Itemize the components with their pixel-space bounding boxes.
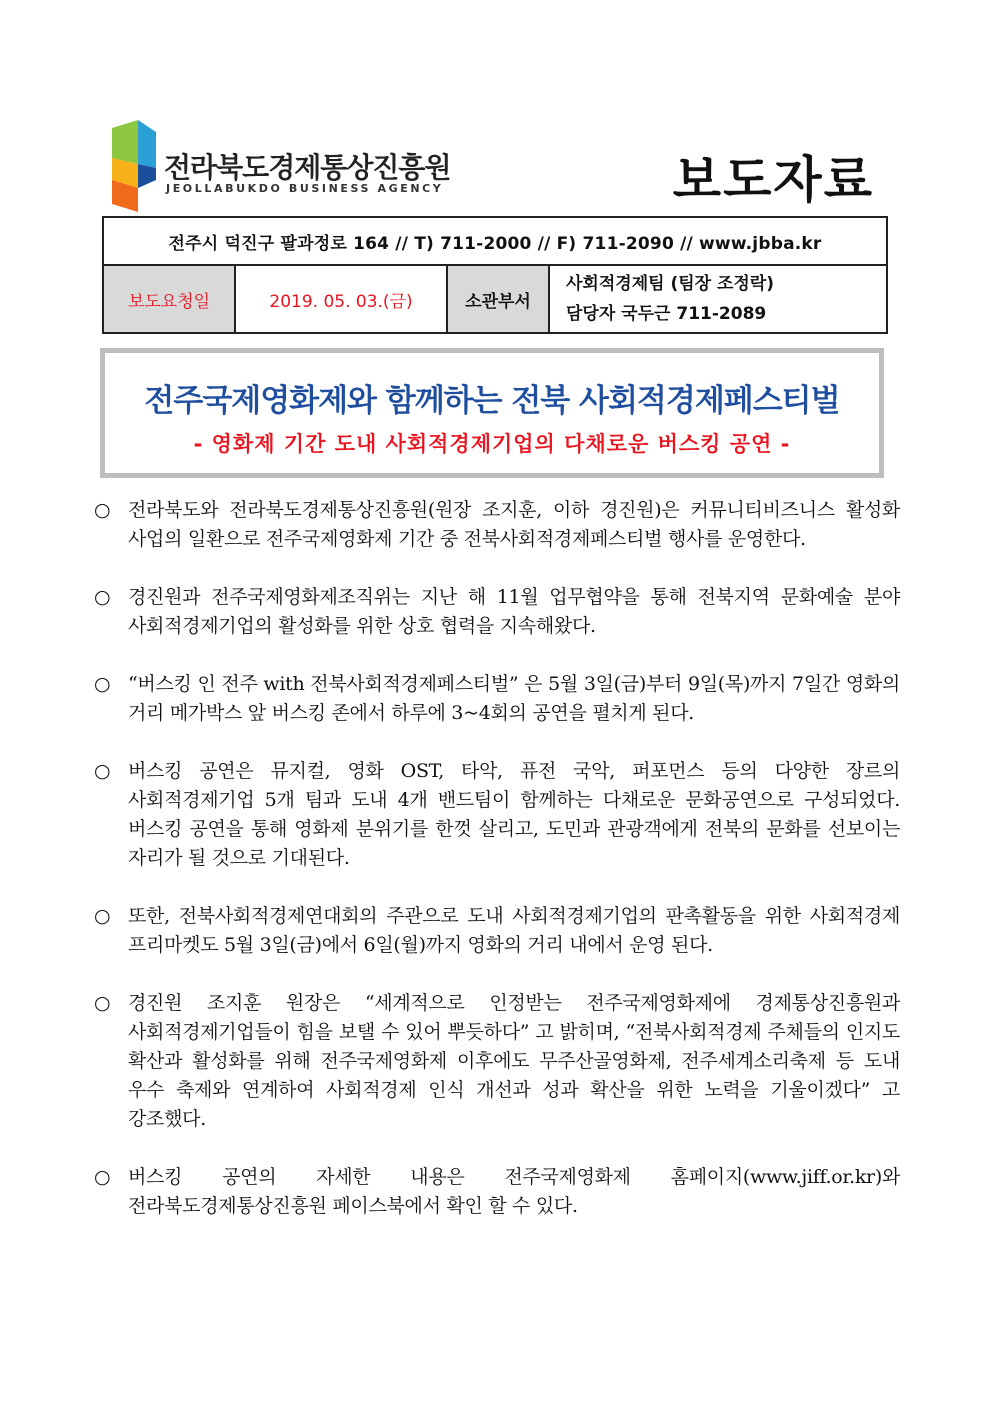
request-date-label: 보도요청일	[103, 265, 235, 333]
bullet-circle-icon: ○	[94, 992, 111, 1014]
paragraph-text: 전라북도와 전라북도경제통상진흥원(원장 조지훈, 이하 경진원)은 커뮤니티비즈니스 활성화 사업의 일환으로 전주국제영화제 기간 중 전북사회적경제페스티벌 행사를 운영한다.	[128, 499, 900, 550]
paragraph-text: 경진원과 전주국제영화제조직위는 지난 해 11월 업무협약을 통해 전북지역 문화예술 분야 사회적경제기업의 활성화를 위한 상호 협력을 지속해왔다.	[128, 586, 900, 637]
bullet-circle-icon: ○	[94, 760, 111, 782]
department-info	[549, 265, 887, 333]
bullet-circle-icon: ○	[94, 586, 111, 608]
paragraph-text: 경진원 조지훈 원장은 “세계적으로 인정받는 전주국제영화제에 경제통상진흥원과 사회적경제기업들이 힘을 보탤 수 있어 뿌듯하다” 고 밝히며, “전북사회적경제 주체들의 인지도 확산과 활성화를 위해 전주국제영화제 이후에도 무주산골영화제, 전주세계소리축제 등 도내 우수 축제와 연계하여 사회적경제 인식 개선과 성과 확산을 위한 노력을 기울이겠다” 고 강조했다.	[128, 992, 900, 1130]
paragraph	[94, 757, 900, 873]
paragraph	[94, 670, 900, 728]
contact-address: 전주시 덕진구 팔과정로 164 // T) 711-2000 // F) 711-2090 // www.jbba.kr	[103, 217, 887, 265]
request-date-value: 2019. 05. 03.(금)	[235, 265, 447, 333]
headline-subtitle: - 영화제 기간 도내 사회적경제기업의 다채로운 버스킹 공연 -	[193, 432, 791, 456]
agency-name-en: JEOLLABUKDO BUSINESS AGENCY	[166, 182, 444, 195]
bullet-circle-icon: ○	[94, 1166, 111, 1188]
document-type-heading: 보도자료	[672, 151, 874, 209]
headline-title: 전주국제영화제와 함께하는 전북 사회적경제페스티벌	[144, 383, 840, 419]
agency-name-ko: 전라북도경제통상진흥원	[164, 151, 451, 184]
paragraph	[94, 583, 900, 641]
agency-logo-icon	[108, 118, 160, 214]
department-team: 사회적경제팀 (팀장 조정락)	[566, 274, 775, 294]
paragraph	[94, 902, 900, 960]
release-info-table	[102, 216, 888, 334]
headline-box	[100, 348, 884, 478]
bullet-circle-icon: ○	[94, 673, 111, 695]
paragraph-text: 버스킹 공연의 자세한 내용은 전주국제영화제 홈페이지(www.jiff.or.kr)와 전라북도경제통상진흥원 페이스북에서 확인 할 수 있다.	[128, 1166, 900, 1217]
paragraph	[94, 496, 900, 554]
paragraph	[94, 989, 900, 1134]
article-body	[94, 496, 900, 1250]
paragraph-text: 버스킹 공연은 뮤지컬, 영화 OST, 타악, 퓨전 국악, 퍼포먼스 등의 다양한 장르의 사회적경제기업 5개 팀과 도내 4개 밴드팀이 함께하는 다채로운 문화공연으로 구성되었다. 버스킹 공연을 통해 영화제 분위기를 한껏 살리고, 도민과 관광객에게 전북의 문화를 선보이는 자리가 될 것으로 기대된다.	[128, 760, 901, 869]
agency-logo	[108, 118, 451, 214]
paragraph-text: 또한, 전북사회적경제연대회의 주관으로 도내 사회적경제기업의 판촉활동을 위한 사회적경제 프리마켓도 5월 3일(금)에서 6일(월)까지 영화의 거리 내에서 운영 된다.	[128, 905, 900, 956]
bullet-circle-icon: ○	[94, 499, 111, 521]
department-label: 소관부서	[447, 265, 549, 333]
bullet-circle-icon: ○	[94, 905, 111, 927]
department-contact: 담당자 국두근 711-2089	[566, 304, 767, 324]
paragraph-text: “버스킹 인 전주 with 전북사회적경제페스티벌” 은 5월 3일(금)부터 9일(목)까지 7일간 영화의 거리 메가박스 앞 버스킹 존에서 하루에 3~4회의 공연을 펼치게 된다.	[128, 673, 900, 724]
paragraph	[94, 1163, 900, 1221]
